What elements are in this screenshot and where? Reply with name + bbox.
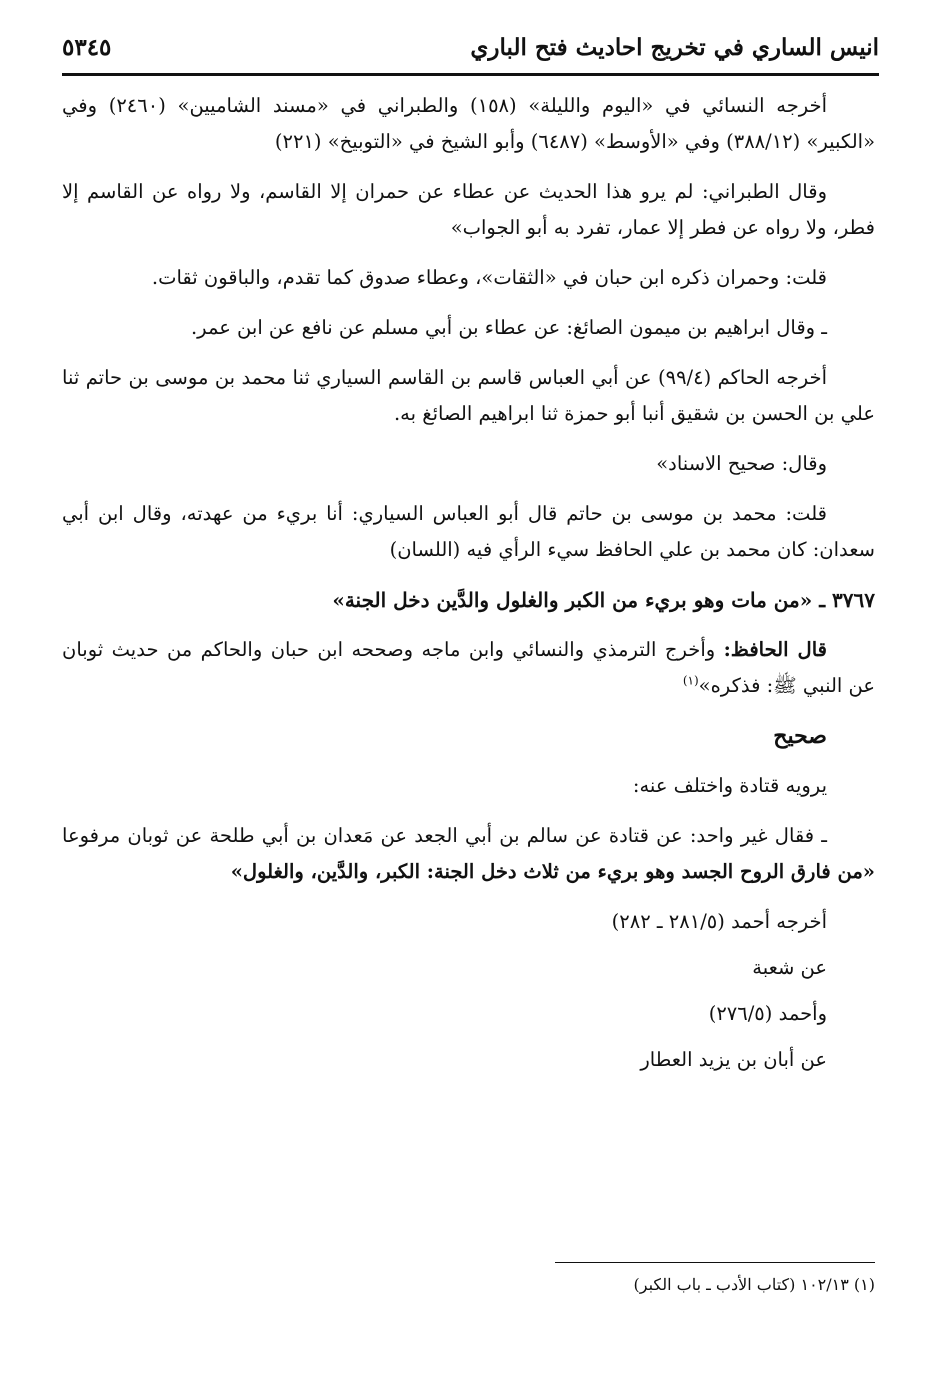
thawban-matn: «من فارق الروح الجسد وهو بريء من ثلاث دخل الجنة: الكبر، والدَّين، والغلول» (230, 860, 875, 883)
paragraph-ahmad-2: وأحمد (٢٧٦/٥) (708, 1002, 827, 1025)
paragraph-sahih-isnad: وقال: صحيح الاسناد» (656, 452, 827, 475)
footnote-ref[interactable]: (١) (682, 673, 699, 688)
paragraph-qultu-2: قلت: محمد بن موسى بن حاتم قال أبو العباس السياري: أنا بريء من عهدته، وقال ابن أبي سعدان: كان محمد بن علي الحافظ سيء الرأي فيه (اللسان) (62, 502, 875, 561)
footnote: (١) ١٠٢/١٣ (كتاب الأدب ـ باب الكبر) (633, 1275, 875, 1294)
book-title: انيس الساري في تخريج احاديث فتح الباري (470, 34, 879, 61)
page-header (62, 32, 879, 76)
paragraph-hakim: أخرجه الحاكم (٩٩/٤) عن أبي العباس قاسم بن القاسم السياري ثنا محمد بن موسى بن حاتم ثنا علي بن الحسن بن شقيق أنبا أبو حمزة ثنا ابراهيم الصائغ به. (62, 366, 875, 425)
page-body (62, 88, 875, 1088)
grade-heading: صحيح (773, 723, 827, 749)
hafiz-label: قال الحافظ: (723, 638, 827, 661)
page-number: ٥٣٤٥ (62, 34, 112, 61)
paragraph-ahmad-1: أخرجه أحمد (٢٨١/٥ ـ ٢٨٢) (611, 910, 827, 933)
paragraph-takhrij-1: أخرجه النسائي في «اليوم والليلة» (١٥٨) والطبراني في «مسند الشاميين» (٢٤٦٠) وفي «الكبير» (٣٨٨/١٢) وفي «الأوسط» (٦٤٨٧) وأبو الشيخ في «التوبيخ» (٢٢١) (62, 94, 875, 153)
paragraph-thawban (62, 818, 875, 890)
paragraph-aban: عن أبان بن يزيد العطار (640, 1048, 827, 1071)
paragraph-hafiz (62, 632, 875, 704)
thawban-chain: ـ فقال غير واحد: عن قتادة عن سالم بن أبي الجعد عن مَعدان بن أبي طلحة عن ثوبان مرفوعا (62, 824, 827, 847)
paragraph-tabarani-note: وقال الطبراني: لم يرو هذا الحديث عن عطاء عن حمران إلا القاسم، ولا رواه عن القاسم إلا فطر، ولا رواه عن فطر إلا عمار، تفرد به أبو الجواب» (62, 180, 875, 239)
hadith-heading: ٣٧٦٧ ـ «من مات وهو بريء من الكبر والغلول والدَّين دخل الجنة» (332, 588, 875, 612)
paragraph-shuba: عن شعبة (752, 956, 827, 979)
paragraph-qultu-1: قلت: وحمران ذكره ابن حبان في «الثقات»، وعطاء صدوق كما تقدم، والباقون ثقات. (151, 266, 827, 289)
paragraph-qatada: يرويه قتادة واختلف عنه: (632, 774, 827, 797)
hafiz-text: وأخرج الترمذي والنسائي وابن ماجه وصححه ابن حبان والحاكم من حديث ثوبان عن النبي ﷺ: فذكره» (62, 638, 875, 697)
paragraph-ibrahim-chain: ـ وقال ابراهيم بن ميمون الصائغ: عن عطاء بن أبي مسلم عن نافع عن ابن عمر. (190, 316, 827, 339)
footnote-divider (555, 1262, 875, 1263)
